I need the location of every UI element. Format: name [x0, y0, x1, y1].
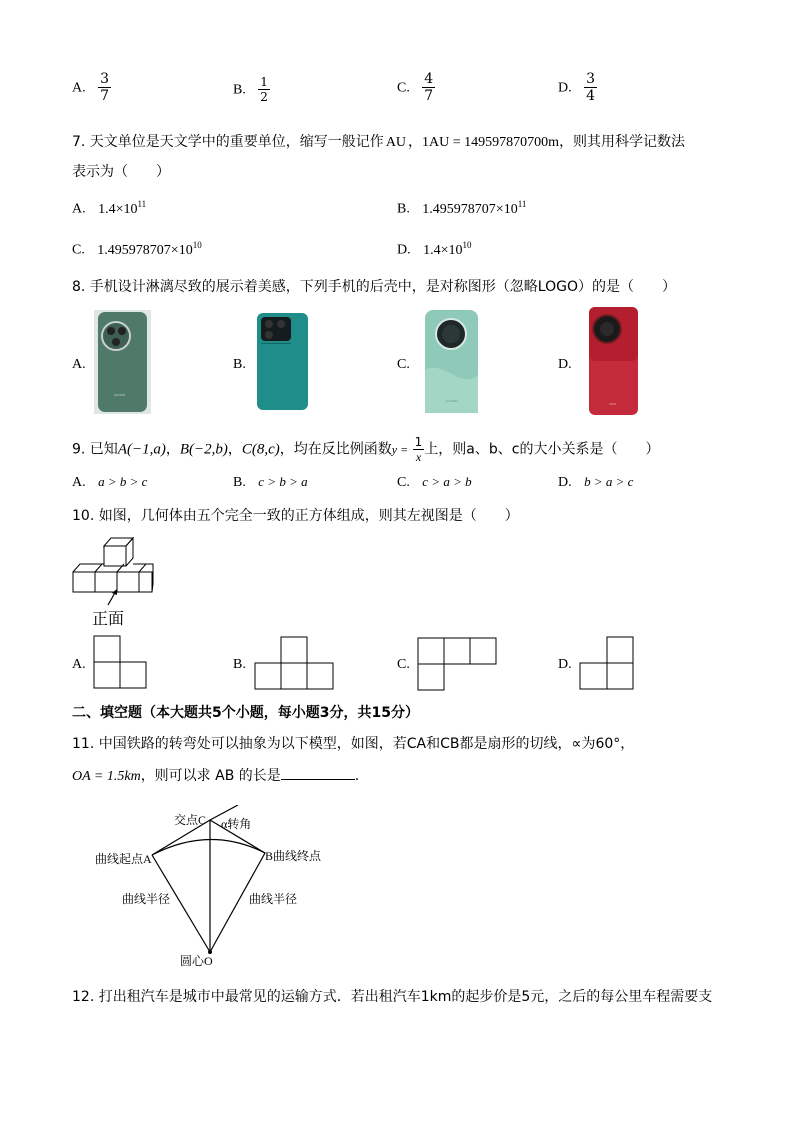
- option-label: C.: [397, 657, 410, 672]
- q11-label-center-text: 圆心O: [180, 954, 213, 968]
- q7-stem-line2: [72, 161, 170, 181]
- q8-option-d-label[interactable]: [558, 356, 572, 373]
- q9-stem: [72, 436, 659, 463]
- option-mantissa: 1.4×10: [98, 201, 138, 217]
- fraction: [422, 72, 435, 103]
- fraction: [258, 76, 270, 103]
- q9-func-lhs: y =: [391, 442, 409, 457]
- fraction: [98, 72, 111, 103]
- q11-line1: [72, 733, 634, 753]
- option-label: A.: [72, 475, 86, 490]
- section-2-title-text: 二、填空题（本大题共5个小题，每小题3分，共15分）: [72, 705, 419, 721]
- q7-stem-text-c: 表示为（ ）: [72, 164, 170, 180]
- q6-option-b[interactable]: [233, 76, 270, 103]
- q9-mid: ，均在反比例函数: [279, 441, 392, 458]
- q11-answer-blank[interactable]: [281, 767, 355, 780]
- q6-option-d[interactable]: [558, 72, 597, 103]
- q10-option-d-label[interactable]: [558, 656, 572, 673]
- option-label: D.: [558, 475, 572, 490]
- q9-option-d[interactable]: [558, 474, 633, 491]
- option-text: b > a > c: [584, 474, 634, 489]
- section-2-title: [72, 702, 419, 722]
- option-label: C.: [72, 242, 85, 258]
- q7-unit-abbr: AU: [385, 135, 407, 150]
- front-label: [92, 606, 124, 629]
- option-label: D.: [558, 80, 572, 96]
- option-exponent: 10: [462, 240, 472, 250]
- denominator: x: [415, 450, 422, 464]
- numerator: 3: [586, 71, 595, 87]
- q7-option-a[interactable]: [72, 199, 146, 218]
- phone-c-image: [425, 310, 478, 413]
- q10-option-a-label[interactable]: [72, 656, 86, 673]
- q11-railway-diagram: [90, 805, 340, 970]
- numerator: 3: [100, 71, 109, 87]
- denominator: 4: [586, 88, 595, 104]
- numerator: 1: [260, 75, 268, 89]
- q9-option-a[interactable]: [72, 474, 147, 491]
- numerator: 1: [414, 435, 423, 449]
- q7-option-d[interactable]: [397, 240, 471, 259]
- q6-option-a[interactable]: [72, 72, 111, 103]
- q11-label-start: [95, 850, 152, 867]
- q9-option-c[interactable]: [397, 474, 472, 491]
- numerator: 4: [424, 71, 434, 87]
- q11-label-center: [180, 952, 213, 969]
- q7-option-c[interactable]: [72, 240, 202, 259]
- q11-label-radius-left-text: 曲线半径: [122, 892, 171, 906]
- option-label: B.: [233, 475, 246, 490]
- q8-option-c-label[interactable]: [397, 356, 410, 373]
- option-label: A.: [72, 201, 86, 217]
- svg-text:HUAWEI: HUAWEI: [446, 399, 458, 403]
- q10-option-c-view: [417, 637, 497, 691]
- q7-stem-line1: [72, 131, 685, 151]
- q9-comma: ，: [165, 441, 180, 458]
- q11-label-radius-right: [249, 890, 297, 907]
- option-label: C.: [397, 475, 410, 490]
- q9-option-b[interactable]: [233, 474, 308, 491]
- q11-line2-end: .: [354, 768, 360, 784]
- q9-prefix: 9. 已知: [72, 441, 118, 458]
- q11-line2: [72, 765, 359, 785]
- denominator: 2: [260, 90, 268, 104]
- phone-d-image: [589, 307, 638, 415]
- option-label: C.: [397, 357, 410, 372]
- option-label: A.: [72, 80, 86, 96]
- q10-option-d-view: [579, 636, 635, 690]
- option-text: c > b > a: [258, 474, 308, 489]
- option-label: B.: [397, 201, 410, 217]
- phone-b-image: [257, 313, 308, 410]
- q9-comma: ，: [227, 441, 242, 458]
- fraction: [584, 72, 597, 103]
- q8-stem-text: 8. 手机设计淋漓尽致的展示着美感，下列手机的后壳中，是对称图形（忽略LOGO）的是（ ）: [72, 279, 676, 295]
- q11-oa-value: OA = 1.5km: [72, 769, 141, 784]
- q11-label-turn-angle: [221, 815, 251, 832]
- option-mantissa: 1.495978707×10: [422, 201, 518, 217]
- q10-option-c-label[interactable]: [397, 656, 410, 673]
- option-label: C.: [397, 80, 410, 96]
- q10-option-a-view: [93, 635, 147, 689]
- option-text: c > a > b: [422, 474, 472, 489]
- option-label: D.: [558, 357, 572, 372]
- q7-option-b[interactable]: [397, 199, 526, 218]
- q11-line2-text: ，则可以求 AB 的长是: [140, 768, 281, 784]
- svg-text:vivo: vivo: [609, 401, 617, 406]
- q9-func-fraction: [413, 436, 425, 463]
- front-arrow-icon: [104, 588, 120, 606]
- option-exponent: 11: [517, 199, 527, 209]
- q9-point-a: A(−1,a): [117, 441, 166, 458]
- q7-stem-text: 7. 天文单位是天文学中的重要单位，缩写一般记作: [72, 134, 384, 150]
- q11-label-end: [265, 847, 321, 864]
- q6-option-c[interactable]: [397, 72, 435, 103]
- q8-option-b-label[interactable]: [233, 356, 246, 373]
- q10-stem: [72, 505, 519, 525]
- q10-stem-text: 10. 如图，几何体由五个完全一致的正方体组成，则其左视图是（ ）: [72, 508, 519, 524]
- q7-equation: 1AU = 149597870700m: [422, 135, 560, 150]
- q8-stem: [72, 276, 676, 296]
- option-mantissa: 1.495978707×10: [97, 242, 193, 258]
- denominator: 7: [100, 88, 109, 104]
- option-label: A.: [72, 357, 86, 372]
- option-label: D.: [397, 242, 411, 258]
- front-label-text: 正面: [92, 609, 125, 628]
- option-exponent: 10: [192, 240, 202, 250]
- q8-option-a-label[interactable]: [72, 356, 86, 373]
- q11-label-end-text: B曲线终点: [265, 849, 322, 863]
- q11-label-radius-left: [122, 890, 170, 907]
- phone-a-image: [94, 310, 151, 414]
- q11-line1-text: 11. 中国铁路的转弯处可以抽象为以下模型，如图，若CA和CB都是扇形的切线，∝为60°，: [72, 736, 635, 752]
- denominator: 7: [424, 88, 434, 104]
- q11-label-intersection-text: 交点C: [174, 813, 207, 827]
- q12-line1: [72, 986, 712, 1006]
- option-label: B.: [233, 82, 246, 98]
- q7-separator: ，: [408, 134, 423, 150]
- q10-option-b-label[interactable]: [233, 656, 246, 673]
- q11-label-radius-right-text: 曲线半径: [249, 892, 298, 906]
- q11-label-turn-angle-text: α转角: [221, 817, 252, 831]
- q7-stem-text-b: ，则其用科学记数法: [559, 134, 686, 150]
- q9-point-b: B(−2,b): [179, 441, 228, 458]
- q10-option-b-view: [254, 636, 334, 690]
- option-mantissa: 1.4×10: [423, 242, 463, 258]
- q11-label-start-text: 曲线起点A: [95, 852, 152, 866]
- option-label: D.: [558, 657, 572, 672]
- option-label: A.: [72, 657, 86, 672]
- option-label: B.: [233, 357, 246, 372]
- option-label: B.: [233, 657, 246, 672]
- q9-point-c: C(8,c): [241, 441, 280, 458]
- q11-label-intersection: [174, 811, 206, 828]
- svg-text:HONOR: HONOR: [114, 393, 126, 397]
- q12-line1-text: 12. 打出租汽车是城市中最常见的运输方式．若出租汽车1km的起步价是5元，之后的每公里车程需要支: [72, 989, 713, 1005]
- option-text: a > b > c: [98, 474, 148, 489]
- q9-suffix: 上，则a、b、c的大小关系是（ ）: [424, 441, 660, 458]
- option-exponent: 11: [137, 199, 147, 209]
